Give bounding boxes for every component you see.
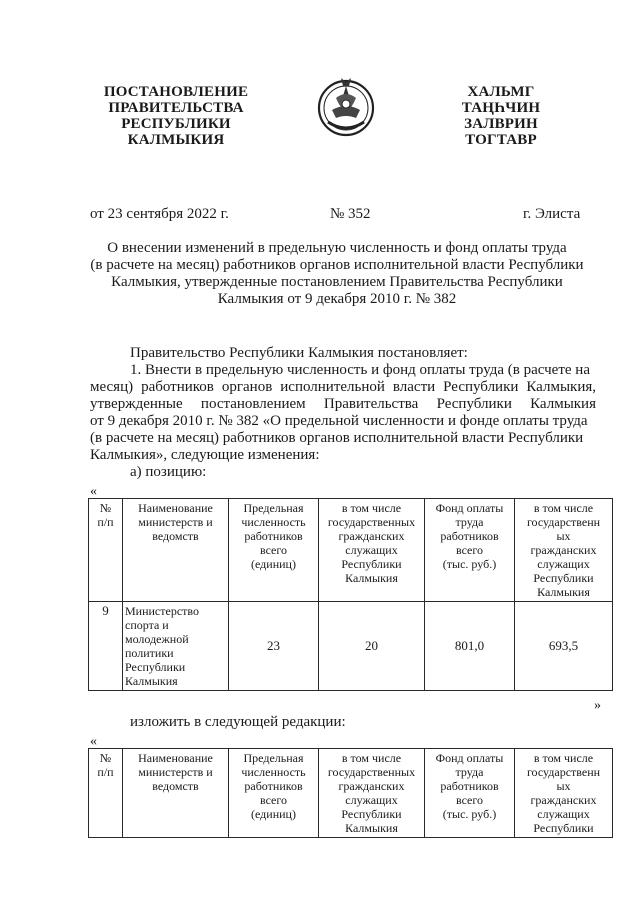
header-cell-total-staff: Предельная численность работников всего (единиц) (229, 499, 319, 602)
open-quote-2: « (90, 734, 97, 749)
header-right-line: ЗАЛВРИН (464, 116, 538, 132)
row-total-staff: 23 (229, 602, 319, 691)
table-current-position (88, 498, 613, 691)
header-left-line: ПОСТАНОВЛЕНИЕ (103, 84, 249, 100)
header-left-line: ПРАВИТЕЛЬСТВА (108, 100, 244, 116)
header-cell-civil-fund: в том числе государственн ых гражданских служащих Республики (515, 749, 613, 838)
p1-line: от 9 декабря 2010 г. № 382 «О предельной численности и фонде оплаты труда (90, 413, 588, 429)
row-wage-fund: 801,0 (425, 602, 515, 691)
resolution-paragraph (90, 345, 596, 481)
kalmykia-coat-of-arms-icon (316, 72, 376, 144)
p1-line: Калмыкия», следующие изменения: (90, 447, 320, 463)
header-right-line: ТАҢҺЧИН (461, 100, 541, 116)
open-quote-1: « (90, 484, 97, 499)
header-left-title (96, 84, 256, 148)
header-cell-wage-fund: Фонд оплаты труда работников всего (тыс. руб.) (425, 499, 515, 602)
restate-line: изложить в следующей редакции: (130, 714, 346, 730)
p1-line: 1. Внести в предельную численность и фонд оплаты труда (в расчете на (130, 362, 590, 378)
document-city: г. Элиста (523, 206, 581, 222)
table-header-row (89, 499, 613, 602)
header-cell-total-staff: Предельная численность работников всего (единиц) (229, 749, 319, 838)
header-right-line: ТОГТАВР (465, 132, 537, 148)
row-ministry-name: Министерство спорта и молодежной политики Республики Калмыкия (123, 602, 229, 691)
item-a-line: а) позицию: (130, 464, 207, 480)
row-num: 9 (89, 602, 123, 691)
header-cell-num: № п/п (89, 749, 123, 838)
title-line: (в расчете на месяц) работников органов исполнительной власти Республики (90, 257, 584, 273)
header-cell-name: Наименование министерств и ведомств (123, 499, 229, 602)
header-right-title (436, 84, 566, 148)
title-line: Калмыкия, утвержденные постановлением Правительства Республики (111, 274, 563, 290)
header-cell-num: № п/п (89, 499, 123, 602)
table-new-position (88, 748, 613, 838)
row-civil-staff: 20 (319, 602, 425, 691)
document-number: № 352 (330, 206, 371, 222)
header-cell-civil-staff: в том числе государственных гражданских служащих Республики Калмыкия (319, 499, 425, 602)
header-cell-name: Наименование министерств и ведомств (123, 749, 229, 838)
document-title (90, 240, 584, 308)
header-cell-civil-staff: в том числе государственных гражданских служащих Республики Калмыкия (319, 749, 425, 838)
row-civil-fund: 693,5 (515, 602, 613, 691)
close-quote-1: » (594, 698, 601, 713)
header-right-line: ХАЛЬМГ (467, 84, 535, 100)
title-line: Калмыкия от 9 декабря 2010 г. № 382 (217, 291, 457, 307)
p1-line: месяц) работников органов исполнительной власти Республики Калмыкия, (90, 379, 596, 395)
table-header-row (89, 749, 613, 838)
p1-line: (в расчете на месяц) работников органов исполнительной власти Республики (90, 430, 584, 446)
title-line: О внесении изменений в предельную численность и фонд оплаты труда (107, 240, 567, 256)
table-row (89, 602, 613, 691)
p1-line: утвержденные постановлением Правительства Республики Калмыкия (90, 396, 596, 412)
header-left-line: РЕСПУБЛИКИ (121, 116, 231, 132)
document-date: от 23 сентября 2022 г. (90, 206, 229, 222)
resolves-line: Правительство Республики Калмыкия постановляет: (130, 345, 468, 361)
restate-paragraph (90, 714, 596, 731)
header-cell-wage-fund: Фонд оплаты труда работников всего (тыс. руб.) (425, 749, 515, 838)
header-cell-civil-fund: в том числе государственн ых гражданских служащих Республики Калмыкия (515, 499, 613, 602)
header-left-line: КАЛМЫКИЯ (127, 132, 225, 148)
